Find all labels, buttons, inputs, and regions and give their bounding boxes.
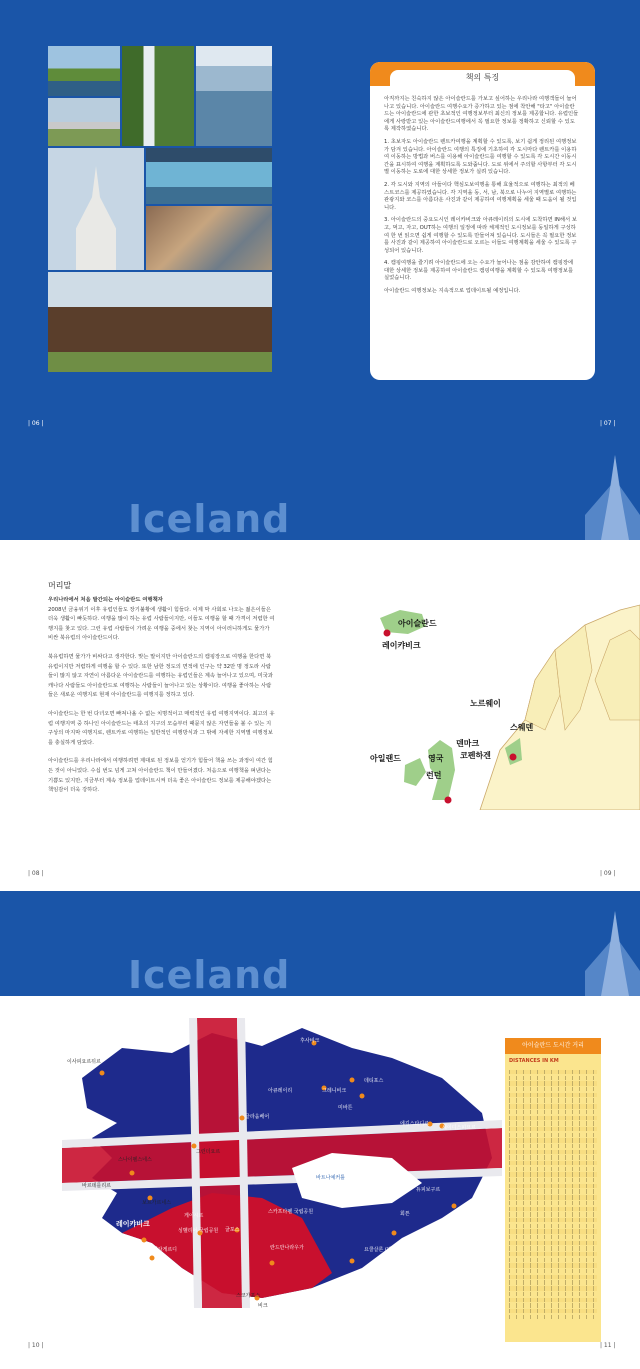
distance-table-title: 아이슬란드 도시간 거리: [505, 1038, 601, 1054]
photo-city-street: [146, 206, 272, 270]
label-vik: 비크: [258, 1303, 268, 1309]
label-grindavik: 그린다비크: [88, 1261, 113, 1267]
page-number-09: | 09 |: [600, 870, 616, 877]
book-features-card: [370, 62, 595, 380]
label-isafjordur: 이사피요르뒤르: [67, 1059, 101, 1065]
features-intro: 아직까지는 친숙하지 않은 아이슬란드를 가보고 싶어하는 우리나라 여행객들이 늘어나고 있습니다. 아이슬란드 여행수요가 증가하고 있는 점에 착안해 "타고" 아이슬란드는 아이슬란드에 관한 초보적인 여행정보부터 최신의 정보를 제공합니다. 유럽인들에게 사랑받고 있는 아이슬란드여행에서 꼭 필요한 정보를 정확하고 신뢰할 수 있도록 제작하였습니다.: [384, 96, 579, 133]
copenhagen-marker: [510, 754, 517, 761]
label-husavik: 후사비크: [300, 1038, 320, 1044]
iceland-banner-1: [0, 435, 640, 540]
label-london: 런던: [426, 771, 442, 780]
label-iceland: 아이슬란드: [398, 619, 437, 628]
label-detifoss: 데티포스: [364, 1078, 384, 1084]
photo-collage: [48, 46, 272, 372]
label-denmark: 덴마크: [456, 739, 480, 748]
photo-waterfall: [122, 46, 194, 146]
banner-word: Iceland: [128, 497, 291, 540]
page-number-07: | 07 |: [600, 420, 616, 427]
iceland-flag-map: [62, 1018, 502, 1308]
label-akureyri: 아큐레이리: [268, 1088, 293, 1094]
label-landmannalaugar: 란드만나라우가: [270, 1245, 304, 1251]
page-number-11: | 11 |: [600, 1342, 616, 1349]
preface-lead: 우리나라에서 처음 발간되는 아이슬란드 여행책자: [48, 597, 163, 603]
preface-paragraph-4: 아이슬란드를 우리나라에서 여행하려면 제대로 된 정보를 얻기가 힘들어 책을 쓰는 과정이 여간 힘든 것이 아니었다. 수십 번도 넘게 고쳐 아이슬란드 책이 만들어졌다. 처음으로 여행책을 펴낸다는 기쁨도 있지만, 지금부터 계속 정보를 업데이트시켜 더욱 좋은 아이슬란드 정보를 제공해야겠다는 책임감이 더욱 강하다.: [48, 758, 273, 794]
preface-title: 머리말: [48, 581, 72, 590]
label-hofn: 회픈: [400, 1211, 410, 1217]
label-norway: 노르웨이: [470, 699, 501, 708]
label-jokulsarlon: 요쿨살론 (빙하호수): [364, 1247, 409, 1253]
features-outro: 아이슬란드 여행정보는 지속적으로 업데이트될 예정입니다.: [384, 288, 521, 295]
features-item-4: 4. 캠핑여행을 즐기려 아이슬란드에 오는 수요가 늘어나는 점을 감안하여 캠핑장에 대한 상세한 정보를 제공하여 아이슬란드 캠핑여행을 계획할 수 있도록 여행정보를 실었습니다.: [384, 260, 574, 282]
features-item-1: 1. 초보자도 아이슬란드 렌트카여행을 계획할 수 있도록, 보기 쉽게 정리된 여행정보가 담겨 있습니다. 아이슬란드 여행의 특징에 기초하여 각 도시마다 렌트카를 이용하여 이동하는 방법과 버스를 이용해 아이슬란드를 여행할 수 있도록 각 도시간 이동시간을 표시하여 여행을 계획하도록 도와줍니다. 도로 위에서 주의할 사항부터 각 도시별 이동하는 도로에 대한 상세한 정보가 실려 있습니다.: [384, 138, 577, 176]
features-item-3: 3. 아이슬란드의 중요도시인 레이캬비크와 아큐레이리의 도시에 도착하면 IN해서 보고, 먹고, 자고, OUT하는 여행의 일정에 따라 체계적인 도시정보를 동일하게 구성하여 한 번 읽으면 쉽게 여행할 수 있도록 만들어져 있습니다. 도시들은 꼭 필요한 정보를 사진과 같이 제공하여 아이슬란드로 오르는 이들도 여행계획을 세울 수 있도록 구성되어 있습니다.: [384, 217, 577, 254]
label-hveragerdi: 흐베라게르디: [148, 1247, 177, 1253]
photo-wooden-house: [48, 272, 272, 372]
label-uk: 영국: [428, 754, 444, 763]
photo-blue-lagoon: [146, 148, 272, 204]
preface-paragraph-3: 아이슬란드는 한 번 다녀오면 빠져나올 수 없는 치명적이고 매력적인 유럽 여행지역이다. 최고의 유럽 여행지역 중 하나인 아이슬란드는 태초의 지구의 모습부터 때묻지 않은 자연들을 볼 수 있는 지구상의 마지막 여행지로, 렌트카로 여행하는 일반적인 여행방식과 그 밖에 자세한 지역별 여행정보를 충실하게 담았다.: [48, 710, 275, 746]
label-skogafoss: 스코가포스: [236, 1293, 261, 1299]
label-vatnajokull: 바트나예커틀: [316, 1175, 345, 1181]
banner-word: Iceland: [128, 953, 291, 996]
photo-glacier-lagoon: [196, 46, 272, 146]
spread-pages-10-11: [0, 996, 640, 1369]
london-marker: [445, 797, 452, 804]
photo-camper-vans: [48, 98, 120, 146]
label-skaftafell: 스카프타펠 국립공원: [268, 1209, 314, 1215]
spread-pages-6-7: [0, 0, 640, 435]
label-grundarfjordur: 그런더요르: [196, 1149, 221, 1155]
label-reykjavik: 레이캬비크: [116, 1220, 150, 1228]
label-reykjavik: 레이캬비크: [382, 641, 421, 650]
iceland-banner-2: [0, 891, 640, 996]
label-myvatn: 미바튼: [338, 1105, 353, 1111]
page-number-08: | 08 |: [28, 870, 44, 877]
label-djupivogur: 듀피보구르: [416, 1187, 441, 1193]
church-silhouette-icon: [585, 911, 640, 996]
preface-paragraph-1: 2008년 금융위기 이후 유럽인들도 장기불황에 생활이 힘들다. 이제 막 사회로 나오는 젊은이들은 더욱 생활이 빠듯하다. 여행을 많이 하는 유럽 사람들이지만, 이들도 여행을 할 때 가격이 저렴한 여행지를 찾고 있다. 그런 유럽 사람들이 가려운 여행을 중에서 찾는 지역이 아이러니하게도 물가가 비싼 북유럽의 아이슬란드이다.: [48, 606, 275, 642]
preface-body: [48, 596, 276, 805]
label-bogarnes: 보르가르네스: [142, 1200, 171, 1206]
spread-pages-8-9: [0, 540, 640, 895]
photo-church: [48, 148, 144, 270]
label-hvammstangi: 바르데를리르: [82, 1183, 111, 1189]
page-number-10: | 10 |: [28, 1342, 44, 1349]
label-geysir: 게이시르: [184, 1213, 204, 1219]
distance-table-rows: [509, 1070, 597, 1320]
label-thingvellir: 싱벨리어 국립공원: [178, 1228, 219, 1234]
features-item-2: 2. 각 도시와 지역의 아들이다 핵심도보여행을 통해 효율적으로 여행하는 최적의 베스트코스를 제공하였습니다. 각 지역을 동, 서, 남, 북으로 나누어 지역별로 여행하는 관광지와 코스를 아름다운 사진과 같이 제공하여 여행계획을 세울 때 도움이 될 것입니다.: [384, 181, 577, 211]
label-snaefellsnes: 스나이펠스네스: [118, 1157, 152, 1163]
label-copenhagen: 코펜하겐: [460, 751, 491, 760]
features-title: 책의 특징: [390, 70, 575, 86]
reykjavik-marker: [384, 630, 391, 637]
page-number-06: | 06 |: [28, 420, 44, 427]
distance-table: [505, 1038, 601, 1342]
photo-cliff-coast: [48, 46, 120, 96]
label-keflavik: 케플라비크공항: [84, 1241, 118, 1247]
label-seydisfjordur: 세이디스피요르: [442, 1125, 476, 1131]
features-body: [384, 96, 579, 301]
label-gullfoss: 굴포스: [225, 1227, 240, 1233]
label-sweden: 스웨덴: [510, 723, 534, 732]
label-glaumbaer: 글라움베어: [245, 1114, 270, 1120]
label-ireland: 아일랜드: [370, 754, 401, 763]
church-silhouette-icon: [585, 455, 640, 540]
label-egilsstadir: 에길스타디르: [400, 1121, 429, 1127]
distance-table-subtitle: DISTANCES IN KM: [509, 1058, 559, 1064]
label-grenivik: 그레니비크: [322, 1088, 347, 1094]
preface-paragraph-2: 북유럽하면 물가가 비싸다고 생각한다. 맞는 말이지만 아이슬란드의 캠핑장으로 여행을 한다면 북유럽이지만 저렴하게 여행을 할 수 있다. 또한 남한 정도의 면적에 인구는 약 32만 명 정도라 사람들이 많지 않고 자연이 아름다운 아이슬란드를 여행하는 유럽인들은 계속 늘어나고 있으며, 미국과 캐나다 사람들도 아이슬란드로 여행하는 사람들이 늘어나고 있는 상황이다. 여행을 좋아하는 사람들은 새로운 여행지로 현재 아이슬란드를 여행지를 정하고 있다.: [48, 653, 273, 699]
